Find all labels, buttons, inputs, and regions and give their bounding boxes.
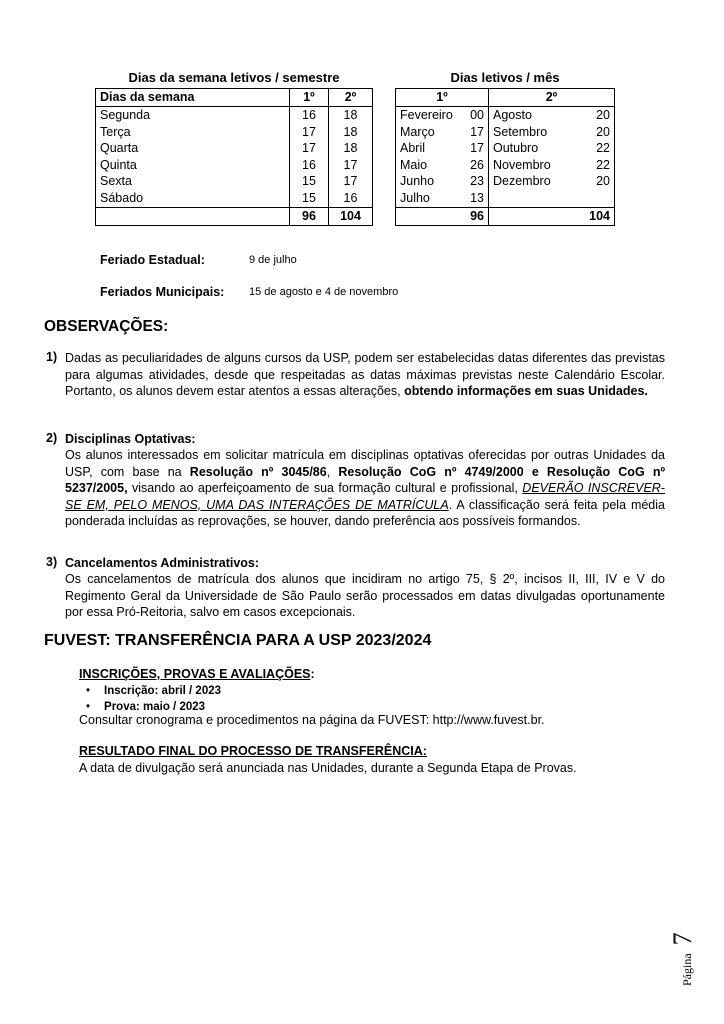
table-cell: 17 <box>470 124 484 139</box>
fuvest-bullets <box>86 683 221 715</box>
observation-title: Disciplinas Optativas: <box>65 432 196 446</box>
fuvest-result-text: A data de divulgação será anunciada nas Unidades, durante a Segunda Etapa de Provas. <box>79 761 577 775</box>
table-total-row <box>396 207 615 225</box>
table-row <box>96 190 373 207</box>
table-row <box>96 140 373 157</box>
observation-text: . A classificação será feita pela média ponderada incluídas as reprovações, se houver, dando preferência aos possíveis formandos. <box>65 497 665 528</box>
table-cell: Segunda <box>100 108 151 122</box>
table-cell: Sexta <box>100 174 132 189</box>
table-cell: 15 <box>290 173 329 190</box>
table-cell: 26 <box>470 157 484 172</box>
observation-title: Cancelamentos Administrativos: <box>65 556 260 570</box>
table-total-row <box>96 207 373 225</box>
observation-bold: obtendo informações em suas Unidades. <box>404 384 648 398</box>
table-row <box>396 124 615 141</box>
table-cell: Outubro <box>489 140 568 157</box>
observation-emphasis: DEVERÃO INSCREVER-SE EM, PELO MENOS, UMA DAS INTERAÇÕES DE MATRÍCULA <box>65 481 665 512</box>
table-cell: Quarta <box>100 141 139 156</box>
table-cell: 16 <box>329 190 373 207</box>
table-cell: Junho <box>400 174 435 189</box>
month-table <box>395 88 615 226</box>
table-row <box>396 190 615 207</box>
table-cell: Novembro <box>489 157 568 174</box>
table-row <box>96 124 373 141</box>
item-number: 1) <box>46 350 58 364</box>
list-item <box>86 683 221 699</box>
table-row <box>396 157 615 174</box>
fuvest-heading: FUVEST: TRANSFERÊNCIA PARA A USP 2023/2024 <box>44 632 432 649</box>
table-cell <box>567 190 615 207</box>
table-cell: 18 <box>329 107 373 124</box>
observation-1 <box>65 350 665 400</box>
table-total: 104 <box>489 207 615 225</box>
table-cell: 23 <box>470 174 484 189</box>
table-cell: 15 <box>290 190 329 207</box>
table-row <box>396 173 615 190</box>
observation-text: Dadas as peculiaridades de alguns cursos da USP, podem ser estabelecidas datas diferentes das previstas para algumas atividades, desde que respeitadas as datas máximas previstas neste Calendário Escolar. Portanto, os alunos devem estar atentos a essas alterações, <box>65 351 665 398</box>
table-header: Dias da semana <box>96 89 290 107</box>
municipal-holiday-label: Feriados Municipais: <box>100 285 225 299</box>
table-row <box>96 157 373 174</box>
fuvest-subheading <box>79 667 315 681</box>
subheading-colon: : <box>310 667 315 681</box>
fuvest-consult: Consultar cronograma e procedimentos na página da FUVEST: http://www.fuvest.br. <box>79 713 545 727</box>
table-cell: 13 <box>470 190 484 205</box>
table-cell: Quinta <box>100 157 137 172</box>
observation-2 <box>65 447 665 530</box>
table-cell: Terça <box>100 124 131 139</box>
table-cell: 17 <box>290 140 329 157</box>
table1-title: Dias da semana letivos / semestre <box>128 70 340 85</box>
item-number: 3) <box>46 555 58 569</box>
table-header: 2º <box>489 89 615 107</box>
table-cell: 20 <box>596 108 610 122</box>
table-cell: Fevereiro <box>400 108 453 122</box>
observation-text: visando ao aperfeiçoamento de sua formação cultural e profissional, <box>132 481 518 495</box>
observacoes-heading: OBSERVAÇÕES: <box>44 318 169 335</box>
table-cell: 17 <box>470 141 484 156</box>
table-cell: 00 <box>470 108 484 122</box>
subheading-text: INSCRIÇÕES, PROVAS E AVALIAÇÕES <box>79 667 311 681</box>
page-label: Página <box>680 953 694 986</box>
table-cell: Abril <box>400 141 426 156</box>
table-cell: 20 <box>596 174 610 189</box>
bullet-icon: • <box>86 685 91 697</box>
table-header: 2º <box>329 89 373 107</box>
table-header: 1º <box>396 89 489 107</box>
page-number-value: 7 <box>668 932 697 946</box>
municipal-holiday-value: 15 de agosto e 4 de novembro <box>249 286 399 298</box>
fuvest-subheading: RESULTADO FINAL DO PROCESSO DE TRANSFERÊNCIA: <box>79 744 427 758</box>
table-header: 1º <box>290 89 329 107</box>
table-cell: Agosto <box>489 107 568 124</box>
table-cell: Sábado <box>100 190 144 205</box>
table-cell: 22 <box>596 141 610 156</box>
table-cell: 16 <box>290 107 329 124</box>
observation-3: Os cancelamentos de matrícula dos alunos que incidiram no artigo 75, § 2º, incisos II, III, IV e V do Regimento Geral da Universidade de São Paulo serão processados em datas divulgadas oportunamente por essa Pró-Reitoria, salvo em casos excepcionais. <box>65 572 665 619</box>
table-cell: 17 <box>290 124 329 141</box>
table-total: 96 <box>396 207 489 225</box>
weekday-table <box>95 88 373 226</box>
table-cell: Maio <box>400 157 428 172</box>
table-cell: 20 <box>596 124 610 139</box>
table2-title: Dias letivos / mês <box>450 70 560 85</box>
table-cell: 17 <box>329 157 373 174</box>
table-cell <box>489 190 568 207</box>
table-row <box>96 107 373 124</box>
table-cell: 18 <box>329 124 373 141</box>
table-cell: 22 <box>596 157 610 172</box>
table-cell: Julho <box>400 190 430 205</box>
table-total: 96 <box>290 207 329 225</box>
item-number: 2) <box>46 431 58 445</box>
resolution-ref: Resolução CoG nº 4749/2000 e Resolução CoG nº 5237/2005, <box>65 464 666 495</box>
resolution-ref: Resolução nº 3045/86 <box>189 464 327 479</box>
table-row <box>396 140 615 157</box>
table-cell: Dezembro <box>489 173 568 190</box>
state-holiday-label: Feriado Estadual: <box>100 253 205 267</box>
table-cell: 16 <box>290 157 329 174</box>
table-total: 104 <box>329 207 373 225</box>
table-row <box>396 107 615 124</box>
table-cell: Março <box>400 124 435 139</box>
table-cell: 17 <box>329 173 373 190</box>
bullet-icon: • <box>86 701 91 713</box>
bullet-text: Inscrição: abril / 2023 <box>104 685 222 697</box>
observation-text: , <box>326 464 331 479</box>
table-cell: 18 <box>329 140 373 157</box>
page-number <box>668 928 724 988</box>
state-holiday-value: 9 de julho <box>249 254 297 266</box>
bullet-text: Prova: maio / 2023 <box>104 701 206 713</box>
observation-text: Os alunos interessados em solicitar matrícula em disciplinas optativas oferecidas por outras Unidades da USP, com base na <box>65 448 665 479</box>
table-row <box>96 173 373 190</box>
table-cell: Setembro <box>489 124 568 141</box>
